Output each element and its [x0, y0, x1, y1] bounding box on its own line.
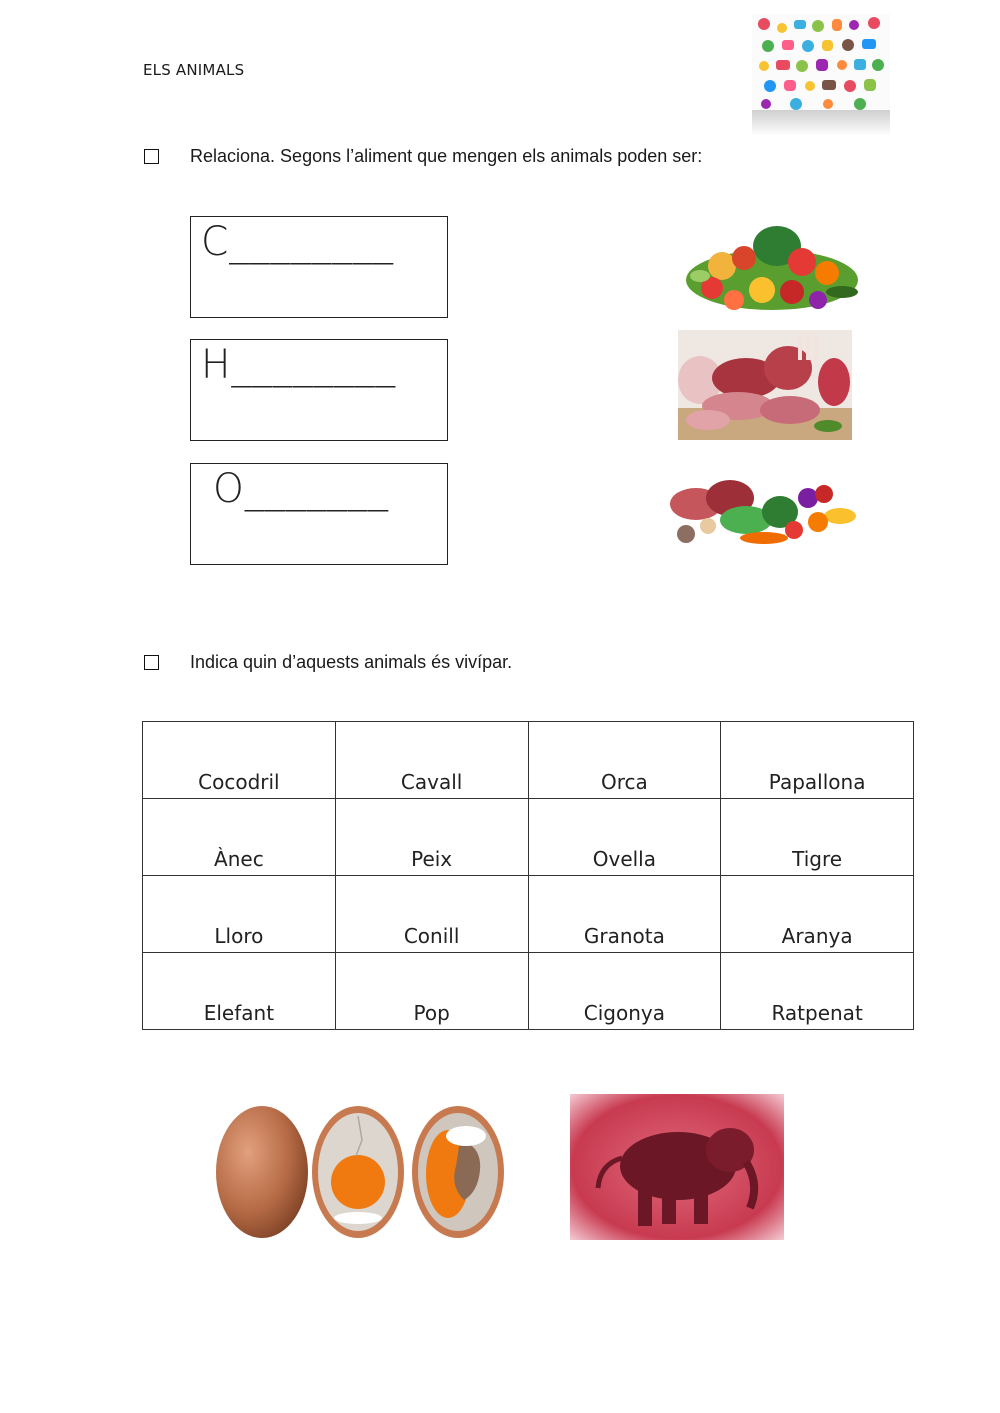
- animal-cell[interactable]: Conill: [335, 876, 528, 953]
- animal-cell[interactable]: Granota: [528, 876, 721, 953]
- answer-box-carnivor[interactable]: [190, 216, 448, 318]
- table-row: [143, 876, 914, 953]
- answer-hint: H________: [201, 342, 397, 388]
- animal-cell[interactable]: Orca: [528, 722, 721, 799]
- animal-cell[interactable]: Cavall: [335, 722, 528, 799]
- image-reflection: [752, 110, 890, 136]
- animal-doodles-image: [752, 14, 890, 110]
- egg-stages-image: [212, 1100, 512, 1242]
- animal-cell[interactable]: Pop: [335, 953, 528, 1030]
- animal-cell[interactable]: Papallona: [721, 722, 914, 799]
- answer-hint: O_______: [213, 466, 389, 512]
- elephant-embryo-image: [570, 1094, 784, 1240]
- animal-cell[interactable]: Lloro: [143, 876, 336, 953]
- animals-table: [142, 721, 914, 1030]
- table-row: [143, 722, 914, 799]
- table-row: [143, 953, 914, 1030]
- animal-cell[interactable]: Ratpenat: [721, 953, 914, 1030]
- animal-cell[interactable]: Ànec: [143, 799, 336, 876]
- vegetables-image: [682, 218, 860, 320]
- table-row: [143, 799, 914, 876]
- mixed-food-image: [668, 468, 860, 548]
- answer-box-omnivor[interactable]: [190, 463, 448, 565]
- answer-hint: C________: [201, 219, 394, 265]
- instruction-text: Indica quin d’aquests animals és vivípar.: [190, 652, 513, 672]
- animal-cell[interactable]: Ovella: [528, 799, 721, 876]
- answer-box-herbivor[interactable]: [190, 339, 448, 441]
- meat-image: [678, 330, 852, 440]
- animal-cell[interactable]: Peix: [335, 799, 528, 876]
- animal-cell[interactable]: Cocodril: [143, 722, 336, 799]
- task-checkbox[interactable]: [144, 149, 159, 164]
- animal-cell[interactable]: Cigonya: [528, 953, 721, 1030]
- instruction-text: Relaciona. Segons l’aliment que mengen els animals poden ser:: [190, 146, 703, 166]
- animal-cell[interactable]: Elefant: [143, 953, 336, 1030]
- task-checkbox[interactable]: [144, 655, 159, 670]
- animal-cell[interactable]: Tigre: [721, 799, 914, 876]
- page-title: ELS ANIMALS: [143, 61, 245, 79]
- animal-cell[interactable]: Aranya: [721, 876, 914, 953]
